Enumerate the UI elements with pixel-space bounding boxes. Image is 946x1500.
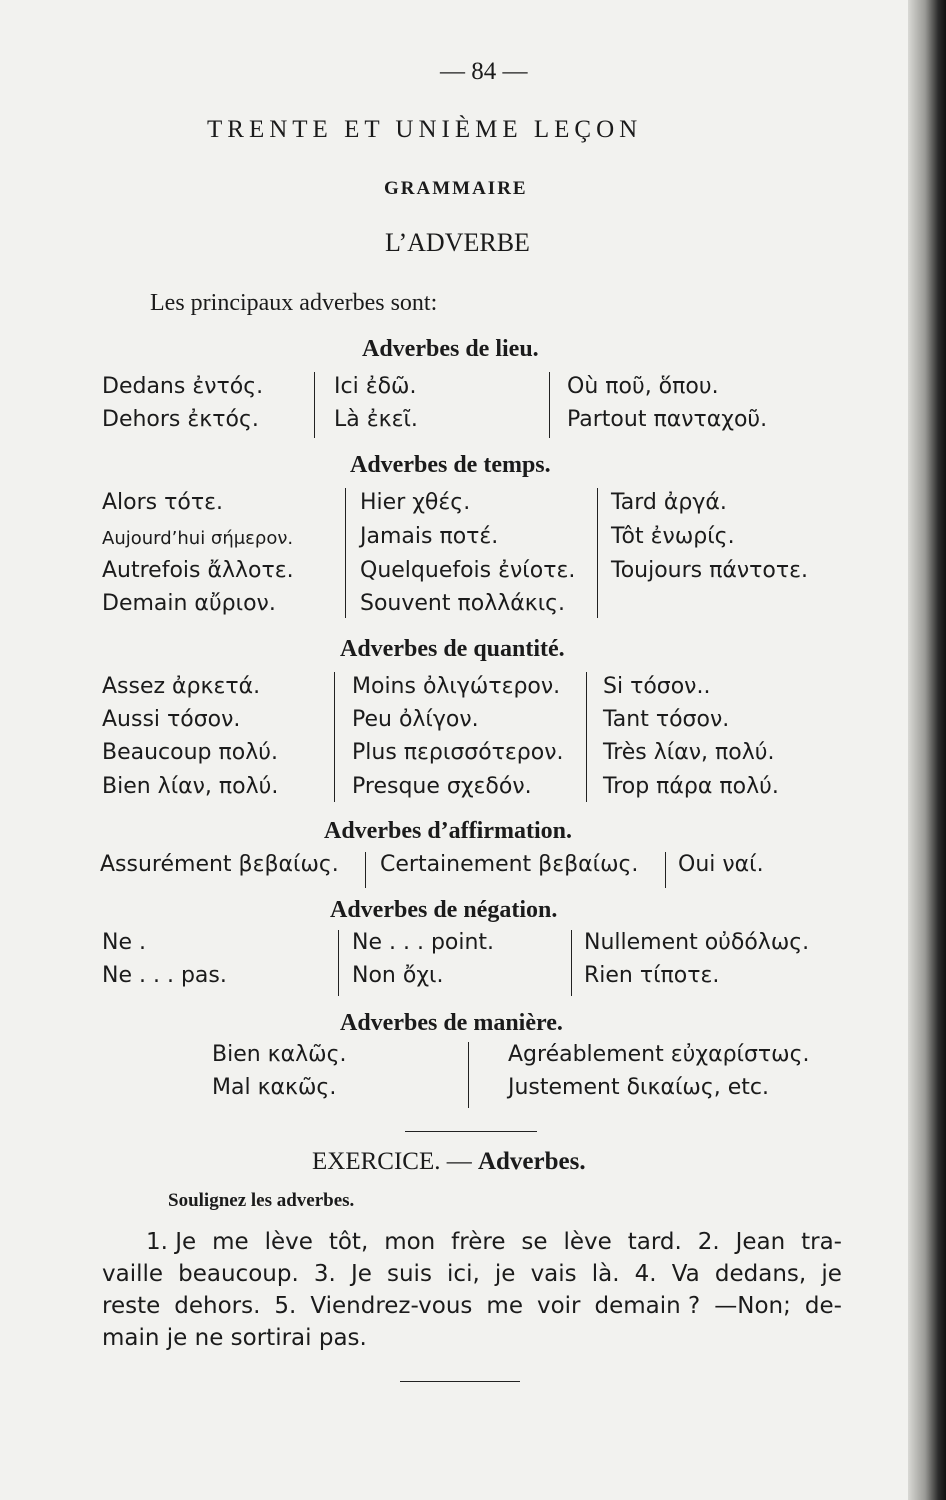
word: main je ne sortirai pas. — [102, 1325, 367, 1351]
word: Je — [350, 1261, 372, 1287]
maniere-cell: Mal κακῶς. — [212, 1075, 337, 1100]
temps-cell: Alors τότε. — [102, 490, 223, 515]
paragraph-line — [102, 1290, 842, 1322]
word: beaucoup. — [178, 1261, 299, 1287]
word: frère — [451, 1229, 506, 1255]
word: tard. — [627, 1229, 682, 1255]
temps-cell: Hier χθές. — [360, 490, 471, 515]
word: tra- — [801, 1229, 842, 1255]
paragraph-line — [102, 1226, 842, 1258]
column-divider — [468, 1042, 469, 1108]
negation-cell: Nullement οὐδόλως. — [584, 930, 810, 955]
temps-cell: Aujourd’hui σήμερον. — [102, 528, 294, 549]
word: —Non; — [714, 1293, 791, 1319]
word: je — [494, 1261, 516, 1287]
word: 4. — [634, 1261, 657, 1287]
word: ici, — [447, 1261, 480, 1287]
column-divider — [586, 672, 587, 802]
temps-cell: Toujours πάντοτε. — [611, 558, 808, 583]
temps-cell: Souvent πολλάκις. — [360, 591, 566, 616]
maniere-cell: Agréablement εὐχαρίστως. — [508, 1042, 810, 1067]
column-divider — [345, 488, 346, 618]
affirmation-heading: Adverbes d’affirmation. — [324, 818, 572, 844]
word: Viendrez-vous — [310, 1293, 473, 1319]
exercise-title-bold: Adverbes. — [477, 1148, 586, 1175]
word: là. — [591, 1261, 620, 1287]
affirmation-cell: Assurément βεβαίως. — [100, 852, 339, 877]
word: dehors. — [174, 1293, 261, 1319]
quantite-cell: Tant τόσον. — [603, 707, 730, 732]
negation-cell: Non ὄχι. — [352, 963, 444, 988]
word: demain ? — [594, 1293, 701, 1319]
exercise-paragraph — [102, 1226, 842, 1354]
lieu-heading: Adverbes de lieu. — [362, 336, 539, 362]
word: de- — [804, 1293, 842, 1319]
quantite-cell: Assez ἀρκετά. — [102, 674, 261, 699]
word: je — [821, 1261, 842, 1287]
lieu-cell: Dehors ἐκτός. — [102, 407, 259, 432]
temps-cell: Tôt ἐνωρίς. — [611, 524, 735, 549]
lieu-cell: Partout πανταχοῦ. — [567, 407, 768, 432]
section-divider — [405, 1131, 537, 1132]
column-divider — [314, 372, 315, 438]
negation-cell: Ne . . . point. — [352, 930, 495, 955]
paragraph-line — [102, 1258, 842, 1290]
column-divider — [665, 852, 666, 888]
end-divider — [400, 1381, 520, 1382]
column-divider — [365, 852, 366, 888]
quantite-cell: Plus περισσότερον. — [352, 740, 564, 765]
temps-cell: Demain αὔριον. — [102, 591, 276, 616]
temps-cell: Tard ἀργά. — [611, 490, 727, 515]
word: vais — [530, 1261, 577, 1287]
lieu-cell: Dedans ἐντός. — [102, 374, 264, 399]
negation-cell: Ne . — [102, 930, 146, 955]
quantite-cell: Si τόσον.. — [603, 674, 711, 699]
word: Jean — [735, 1229, 786, 1255]
lieu-cell: Où ποῦ, ὅπου. — [567, 374, 719, 399]
word: 1. Je — [146, 1229, 197, 1255]
word: vaille — [102, 1261, 164, 1287]
quantite-cell: Aussi τόσον. — [102, 707, 241, 732]
temps-cell: Jamais ποτέ. — [360, 524, 499, 549]
column-divider — [549, 372, 550, 438]
page-binding-shadow — [908, 0, 946, 1500]
word: mon — [384, 1229, 436, 1255]
word: 2. — [697, 1229, 720, 1255]
quantite-cell: Trop πάρα πολύ. — [603, 774, 779, 799]
quantite-cell: Presque σχεδόν. — [352, 774, 532, 799]
lieu-cell: Ici ἐδῶ. — [334, 374, 417, 399]
word: reste — [102, 1293, 161, 1319]
word: lève — [563, 1229, 612, 1255]
word: se — [521, 1229, 548, 1255]
intro-text: Les principaux adverbes sont: — [150, 290, 438, 316]
exercise-title-label: EXERCICE. — — [312, 1148, 472, 1175]
column-divider — [597, 488, 598, 618]
section-heading: GRAMMAIRE — [384, 178, 528, 199]
word: voir — [536, 1293, 581, 1319]
lesson-title: TRENTE ET UNIÈME LEÇON — [207, 116, 643, 143]
affirmation-cell: Certainement βεβαίως. — [380, 852, 639, 877]
quantite-cell: Peu ὀλίγον. — [352, 707, 479, 732]
quantite-cell: Moins ὀλιγώτερον. — [352, 674, 561, 699]
negation-heading: Adverbes de négation. — [330, 897, 558, 923]
quantite-heading: Adverbes de quantité. — [340, 636, 565, 662]
column-divider — [334, 672, 335, 802]
word: me — [486, 1293, 523, 1319]
word: lève — [264, 1229, 313, 1255]
word: tôt, — [328, 1229, 369, 1255]
quantite-cell: Bien λίαν, πολύ. — [102, 774, 279, 799]
exercise-title — [312, 1148, 586, 1176]
quantite-cell: Très λίαν, πολύ. — [603, 740, 775, 765]
word: 3. — [313, 1261, 336, 1287]
temps-cell: Quelquefois ἐνίοτε. — [360, 558, 576, 583]
word: me — [212, 1229, 249, 1255]
exercise-instruction: Soulignez les adverbes. — [168, 1190, 355, 1211]
maniere-cell: Bien καλῶς. — [212, 1042, 347, 1067]
lieu-cell: Là ἐκεῖ. — [334, 407, 418, 432]
maniere-heading: Adverbes de manière. — [340, 1010, 563, 1036]
temps-heading: Adverbes de temps. — [350, 452, 551, 478]
page-number: — 84 — — [440, 58, 528, 85]
negation-cell: Rien τίποτε. — [584, 963, 720, 988]
word: 5. — [274, 1293, 297, 1319]
word: dedans, — [714, 1261, 807, 1287]
topic-title: L’ADVERBE — [385, 228, 530, 257]
temps-cell: Autrefois ἄλλοτε. — [102, 558, 294, 583]
maniere-cell: Justement δικαίως, etc. — [508, 1075, 769, 1100]
word: suis — [387, 1261, 432, 1287]
column-divider — [571, 930, 572, 996]
affirmation-cell: Oui ναί. — [678, 852, 764, 877]
column-divider — [338, 930, 339, 996]
paragraph-line — [102, 1322, 842, 1354]
quantite-cell: Beaucoup πολύ. — [102, 740, 278, 765]
negation-cell: Ne . . . pas. — [102, 963, 227, 988]
word: Va — [671, 1261, 700, 1287]
